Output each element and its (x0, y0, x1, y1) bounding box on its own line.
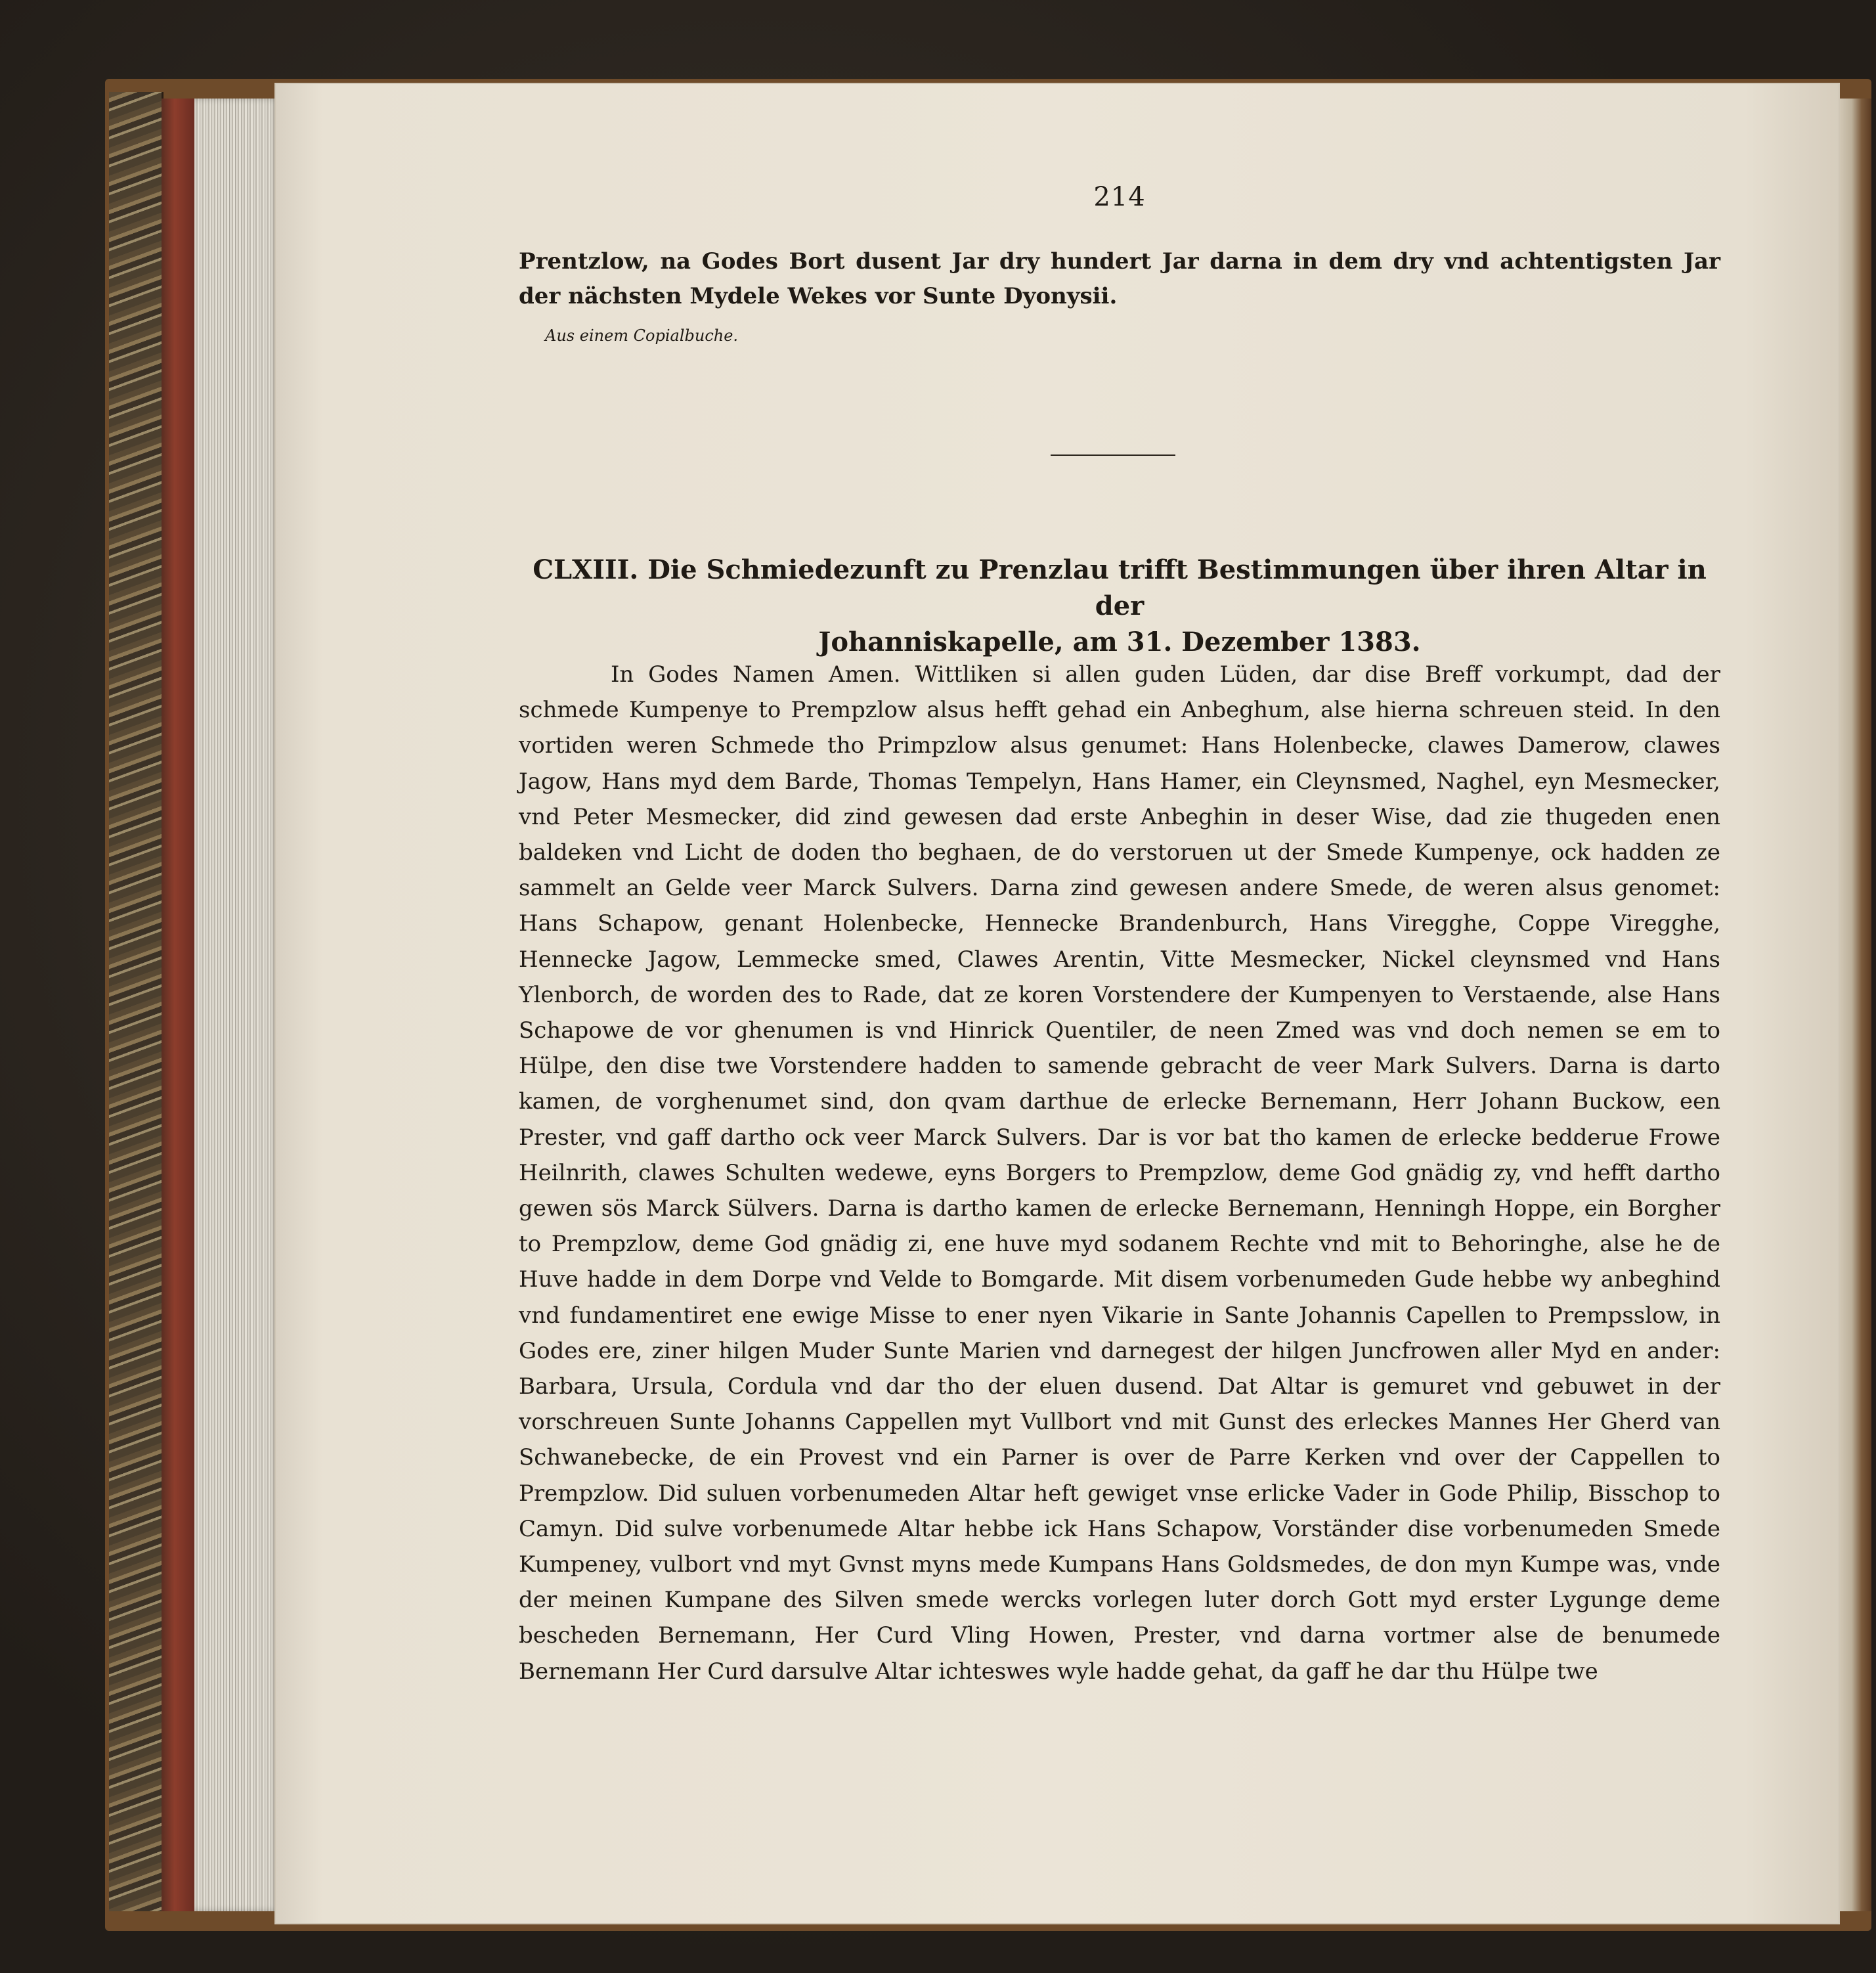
continuation-paragraph: Prentzlow, na Godes Bort dusent Jar dry hundert Jar darna in dem dry vnd achtentigsten Jar der nächsten Mydele Wekes vor Sunte Dyonysii. (519, 248, 1720, 309)
section-divider (1051, 454, 1175, 456)
heading-line-1: CLXIII. Die Schmiedezunft zu Prenzlau trifft Bestimmungen über ihren Altar in der (533, 554, 1707, 621)
marbled-endpaper (109, 92, 164, 1911)
book-spine (162, 99, 194, 1911)
document-body: In Godes Namen Amen. Wittliken si allen guden Lüden, dar dise Breff vorkumpt, dad der schmede Kumpenye to Prempzlow alsus hefft gehad ein Anbeghum, alse hierna schreuen steid. In den vortiden weren Schmede tho Primpzlow alsus genumet: Hans Holenbecke, clawes Damerow, clawes Jagow, Hans myd dem Barde, Thomas Tempelyn, Hans Hamer, ein Cleynsmed, Naghel, eyn Mesmecker, vnd Peter Mesmecker, did zind gewesen dad erste Anbeghin in deser Wise, dad zie thugeden enen baldeken vnd Licht de doden tho beghaen, de do verstoruen ut der Smede Kumpenye, ock hadden ze sammelt an Gelde veer Marck Sulvers. Darna zind gewesen andere Smede, de weren alsus genomet: Hans Schapow, genant Holenbecke, Hennecke Brandenburch, Hans Viregghe, Coppe Viregghe, Hennecke Jagow, Lemmecke smed, Clawes Arentin, Vitte Mesmecker, Nickel cleynsmed vnd Hans Ylenborch, de worden des to Rade, dat ze koren Vorstendere der Kumpenyen to Verstaende, alse Hans Schapowe de vor ghenumen is vnd Hinrick Quentiler, de neen Zmed was vnd doch nemen se em to Hülpe, den dise twe Vorstendere hadden to samende gebracht de veer Mark Sulvers. Darna is darto kamen, de vorghenumet sind, don qvam darthue de erlecke Bernemann, Herr Johann Buckow, een Prester, vnd gaff dartho ock veer Marck Sulvers. Dar is vor bat tho kamen de erlecke bedderue Frowe Heilnrith, clawes Schulten wedewe, eyns Borgers to Prempzlow, deme God gnädig zy, vnd hefft dartho gewen sös Marck Sülvers. Darna is dartho kamen de erlecke Bernemann, Henningh Hoppe, ein Borgher to Prempzlow, deme God gnädig zi, ene huve myd sodanem Rechte vnd mit to Behoringhe, alse he de Huve hadde in dem Dorpe vnd Velde to Bomgarde. Mit disem vorbenumeden Gude hebbe wy anbeghind vnd fundamentiret ene ewige Misse to ener nyen Vikarie in Sante Johannis Capellen to Prempsslow, in Godes ere, ziner hilgen Muder Sunte Marien vnd darnegest der hilgen Juncfrowen aller Myd en ander: Barbara, Ursula, Cordula vnd dar tho der eluen dusend. Dat Altar is gemuret vnd gebuwet in der vorschreuen Sunte Johanns Cappellen myt Vullbort vnd mit Gunst des erleckes Mannes Her Gherd van Schwanebecke, de ein Provest vnd ein Parner is over de Parre Kerken vnd over der Cappellen to Prempzlow. Did suluen vorbenumeden Altar heft gewiget vnse erlicke Vader in Gode Philip, Bisschop to Camyn. Did sulve vorbenumede Altar hebbe ick Hans Schapow, Vorständer dise vorbenumeden Smede Kumpeney, vulbort vnd myt Gvnst myns mede Kumpans Hans Goldsmedes, de don myn Kumpe was, vnde der meinen Kumpane des Silven smede wercks vorlegen luter dorch Gott myd erster Lygunge deme bescheden Bernemann, Her Curd Vling Howen, Prester, vnd darna vortmer alse de benumede Bernemann Her Curd darsulve Altar ichteswes wyle hadde gehat, da gaff he dar thu Hülpe twe (519, 661, 1720, 1685)
source-note: Aus einem Copialbuche. (545, 326, 739, 345)
page-number: 214 (1093, 182, 1146, 212)
heading-line-2: Johanniskapelle, am 31. Dezember 1383. (818, 627, 1421, 657)
right-page-edge (1839, 99, 1871, 1911)
page-stack-edge (194, 99, 280, 1911)
document-heading (519, 552, 1720, 660)
